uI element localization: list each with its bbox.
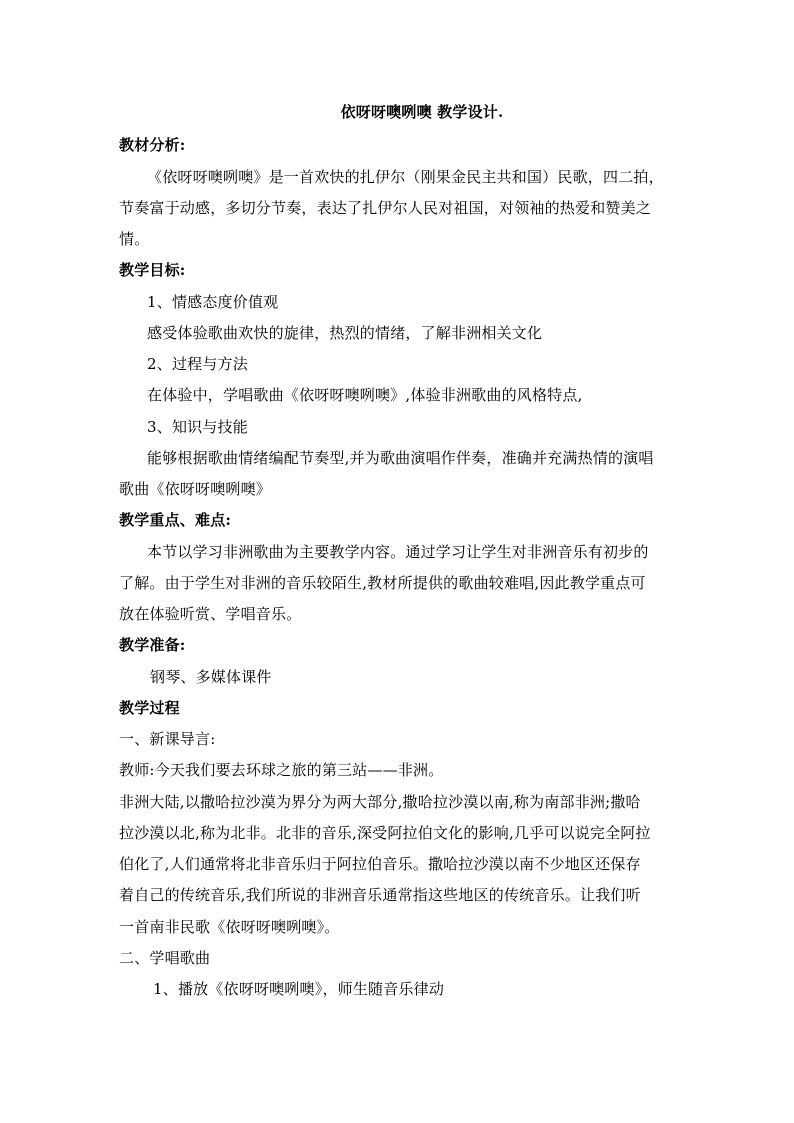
step1-title: 一、新课导言: xyxy=(119,730,216,748)
goal2-title: 2、过程与方法 xyxy=(147,355,248,373)
goal3-line-1: 能够根据歌曲情绪编配节奏型,并为歌曲演唱作伴奏，准确并充满热情的演唱 xyxy=(147,449,654,467)
analysis-line-3: 情。 xyxy=(119,230,150,248)
process-heading: 教学过程 xyxy=(119,699,180,717)
prep-text: 钢琴、多媒体课件 xyxy=(150,668,272,686)
key-line-3: 放在体验听赏、学唱音乐。 xyxy=(119,605,302,623)
step1-line-4: 伯化了,人们通常将北非音乐归于阿拉伯音乐。撒哈拉沙漠以南不少地区还保存 xyxy=(119,855,641,873)
prep-heading: 教学准备: xyxy=(119,636,186,654)
analysis-heading: 教材分析: xyxy=(119,136,186,154)
step1-line-6: 一首南非民歌《依呀呀噢咧噢》。 xyxy=(119,918,340,936)
goals-heading: 教学目标: xyxy=(119,261,186,279)
step2-item-1: 1、播放《依呀呀噢咧噢》，师生随音乐律动 xyxy=(153,980,445,998)
key-points-heading: 教学重点、难点: xyxy=(119,511,232,529)
analysis-line-1: 《依呀呀噢咧噢》是一首欢快的扎伊尔（刚果金民主共和国）民歌，四二拍， xyxy=(147,168,664,186)
step2-title: 二、学唱歌曲 xyxy=(119,949,211,967)
analysis-line-2: 节奏富于动感，多切分节奏，表达了扎伊尔人民对祖国，对领袖的热爱和赞美之 xyxy=(119,199,652,217)
step1-line-2: 非洲大陆,以撒哈拉沙漠为界分为两大部分,撒哈拉沙漠以南,称为南部非洲;撒哈 xyxy=(119,793,641,811)
goal1-title: 1、情感态度价值观 xyxy=(147,293,279,311)
goal2-text: 在体验中，学唱歌曲《依呀呀噢咧噢》,体验非洲歌曲的风格特点, xyxy=(147,386,583,404)
step1-line-5: 着自己的传统音乐,我们所说的非洲音乐通常指这些地区的传统音乐。让我们听 xyxy=(119,886,641,904)
goal1-text: 感受体验歌曲欢快的旋律，热烈的情绪，了解非洲相关文化 xyxy=(147,324,543,342)
goal3-line-2: 歌曲《依呀呀噢咧噢》 xyxy=(119,480,272,498)
key-line-1: 本节以学习非洲歌曲为主要教学内容。通过学习让学生对非洲音乐有初步的 xyxy=(147,543,649,561)
goal3-title: 3、知识与技能 xyxy=(147,418,248,436)
key-line-2: 了解。由于学生对非洲的音乐较陌生,教材所提供的歌曲较难唱,因此教学重点可 xyxy=(119,574,646,592)
document-title: 依呀呀噢咧噢 教学设计. xyxy=(340,103,504,121)
step1-line-1: 教师:今天我们要去环球之旅的第三站——非洲。 xyxy=(119,761,444,779)
step1-line-3: 拉沙漠以北,称为北非。北非的音乐,深受阿拉伯文化的影响,几乎可以说完全阿拉 xyxy=(119,824,651,842)
